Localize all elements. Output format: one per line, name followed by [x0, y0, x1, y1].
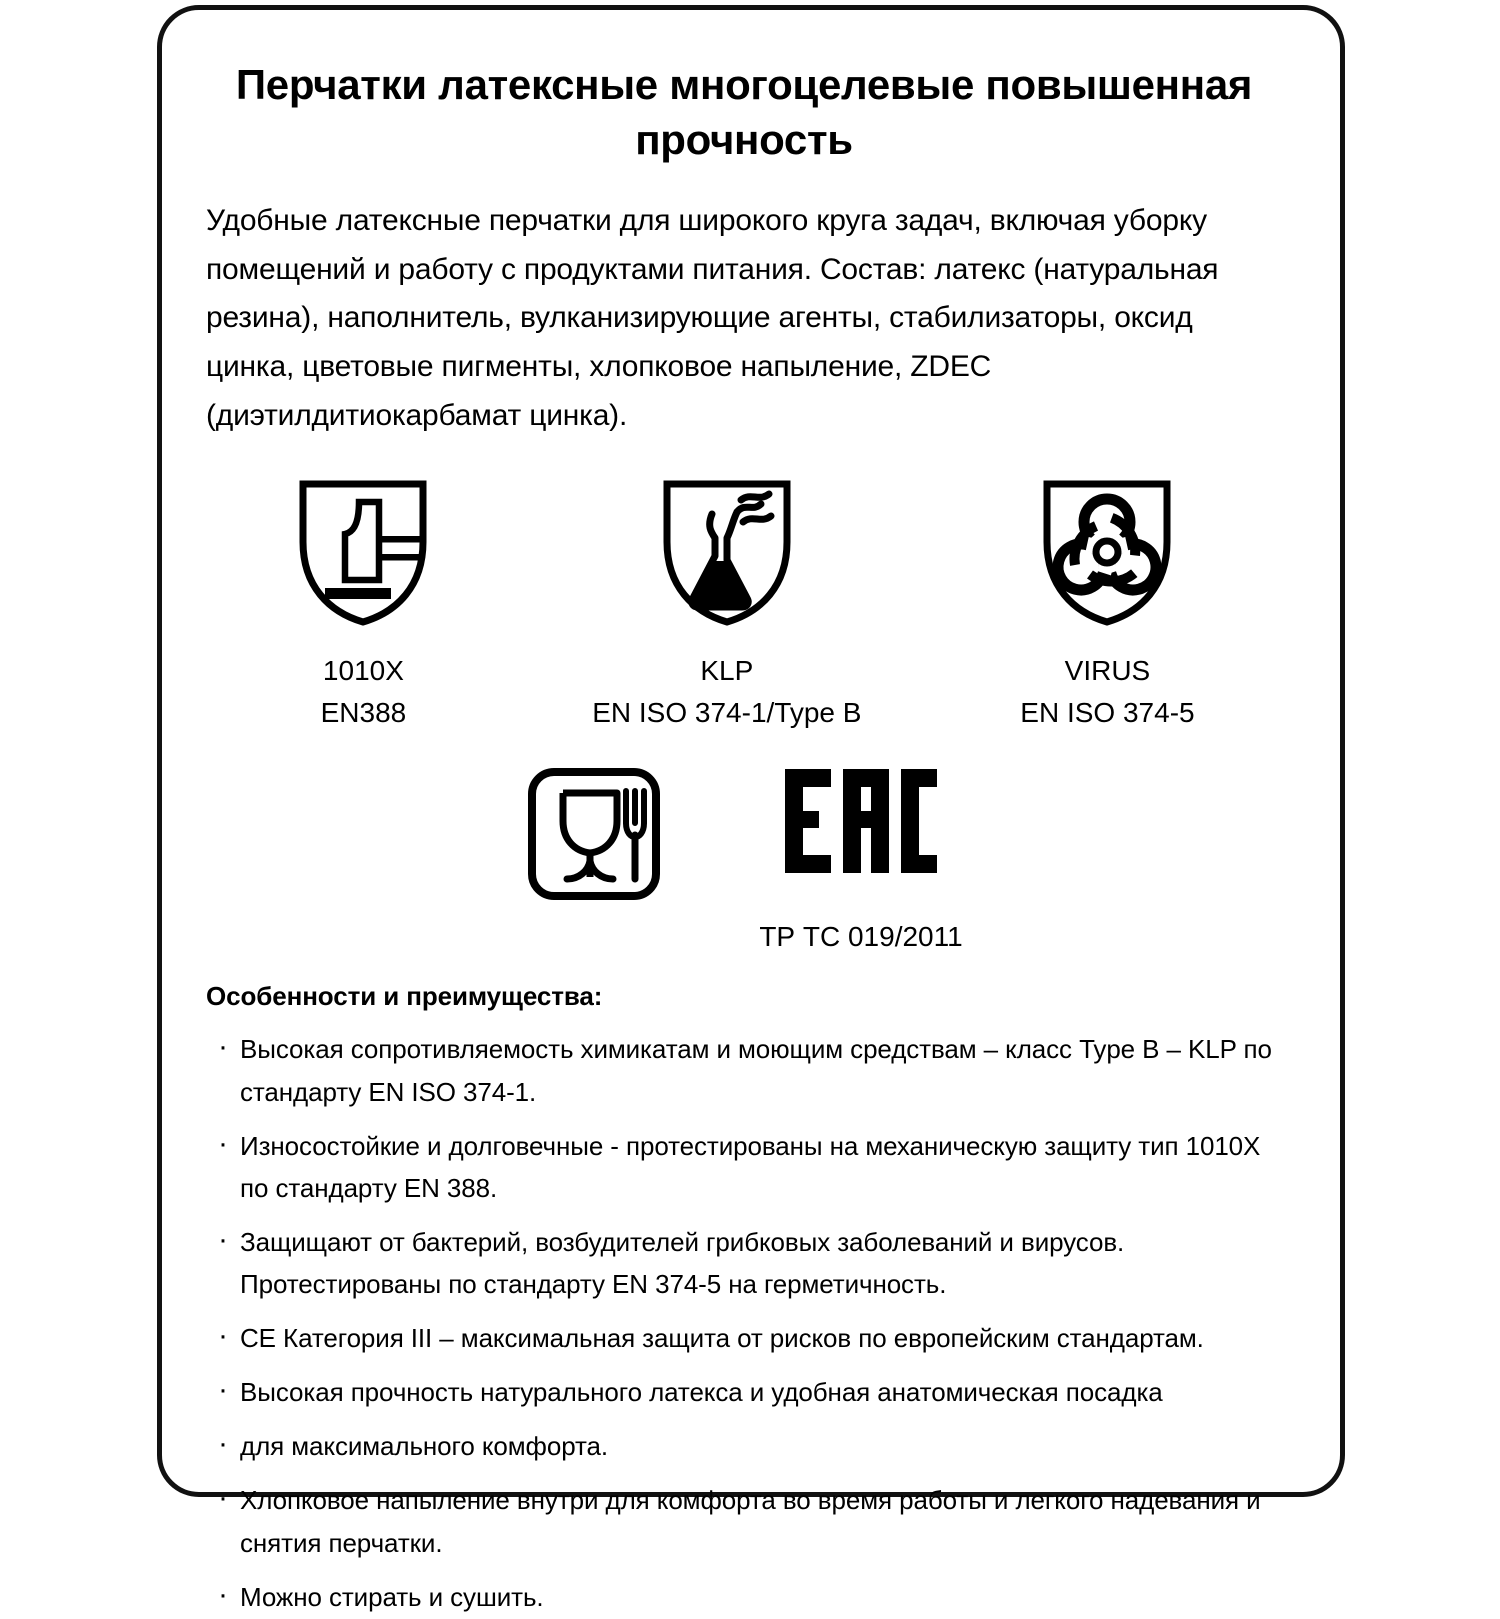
certification-pictograms	[200, 476, 1288, 733]
product-info-card	[157, 5, 1345, 1612]
eac-mark-icon	[781, 765, 941, 913]
pictogram-code: KLP	[700, 655, 754, 687]
pictogram-caption	[321, 650, 407, 733]
pictogram-virus	[1020, 476, 1194, 733]
mark-caption: ТР ТС 019/2011	[759, 921, 963, 953]
pictogram-standard: EN388	[320, 696, 407, 728]
chemical-hazard-shield-icon	[657, 476, 797, 628]
list-item: · Высокая прочность натурального латекса и удобная анатомическая посадка	[206, 1371, 1288, 1413]
list-item: · для максимального комфорта.	[206, 1425, 1288, 1467]
list-item: · Износостойкие и долговечные - протестированы на механическую защиту тип 1010X по стандарту EN 388.	[206, 1125, 1288, 1209]
list-item: · Хлопковое напыление внутри для комфорта во время работы и легкого надевания и снятия перчатки.	[206, 1479, 1288, 1563]
mark-food-safe	[525, 765, 663, 913]
product-description: Удобные латексные перчатки для широкого круга задач, включая уборку помещений и работу с продуктами питания. Состав: латекс (натуральная резина), наполнитель, вулканизирующие агенты, стабилизаторы, оксид цинка, цветовые пигменты, хлопковое напыление, ZDEC (диэтилдитиокарбамат цинка).	[206, 204, 1219, 432]
biohazard-shield-icon	[1037, 476, 1177, 628]
features-list	[206, 1028, 1288, 1617]
list-item: · Высокая сопротивляемость химикатам и моющим средствам – класс Type B – KLP по стандарту EN ISO 374-1.	[206, 1028, 1288, 1112]
mark-eac	[759, 765, 962, 955]
pictogram-en388	[293, 476, 433, 733]
card-content	[162, 10, 1340, 1612]
features-heading: Особенности и преимущества:	[206, 981, 603, 1012]
pictogram-caption	[592, 650, 861, 733]
list-item: · Можно стирать и сушить.	[206, 1576, 1288, 1618]
pictogram-standard: EN ISO 374-5	[1020, 696, 1195, 728]
pictogram-code: 1010X	[322, 655, 404, 687]
pictogram-code: VIRUS	[1064, 655, 1151, 687]
features-section	[200, 981, 1288, 1617]
food-safe-icon	[525, 765, 663, 913]
pictogram-klp	[592, 476, 861, 733]
pictogram-standard: EN ISO 374-1/Type B	[592, 696, 862, 728]
list-item: · CE Категория III – максимальная защита от рисков по европейским стандартам.	[206, 1317, 1288, 1359]
compliance-marks	[200, 765, 1288, 955]
list-item: · Защищают от бактерий, возбудителей грибковых заболеваний и вирусов. Протестированы по стандарту EN 374-5 на герметичность.	[206, 1221, 1288, 1305]
page-title: Перчатки латексные многоцелевые повышенная прочность	[235, 61, 1253, 163]
mechanical-hazard-shield-icon	[293, 476, 433, 628]
pictogram-caption	[1020, 650, 1194, 733]
